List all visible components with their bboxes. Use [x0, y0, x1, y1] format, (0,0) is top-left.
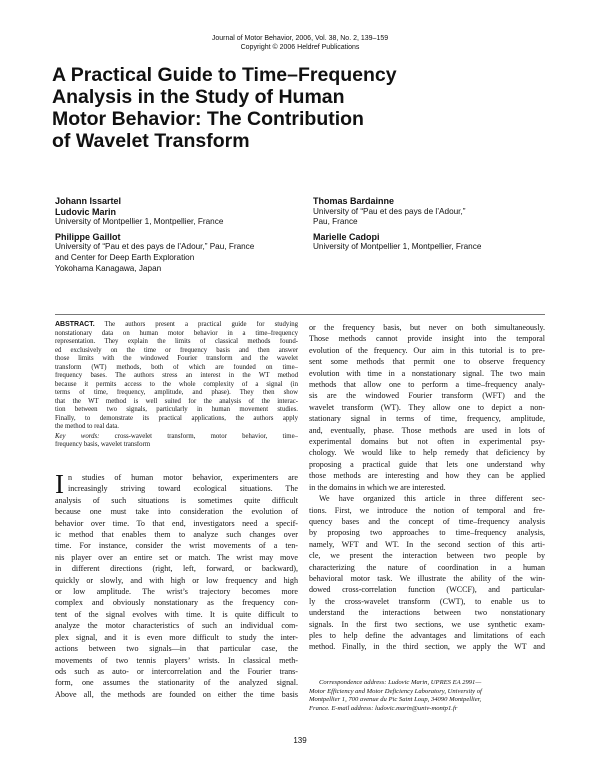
journal-header [180, 34, 420, 52]
body-line: quency bases and the concept of time–frequency analysis [309, 516, 545, 526]
author-affiliation: Pau, France [313, 217, 358, 227]
body-line: or low amplitude. The wrist’s trajectory becomes more [55, 587, 298, 597]
body-column-right [309, 322, 545, 653]
body-line: chology. We would like to help remedy that deficiency by [309, 448, 545, 458]
body-line: increasingly striving toward ecological situations. The [68, 484, 298, 494]
body-line: by proposing two approaches to time–frequency analysis, [309, 528, 545, 538]
section-divider [55, 314, 545, 315]
body-line: movements of two tennis players’ wrists. In classical meth- [55, 655, 298, 665]
body-line: behavioral motor task. We illustrate the ability of the win- [309, 573, 545, 583]
author-block-left [55, 196, 305, 274]
drop-cap: I [55, 469, 64, 499]
body-line: evolution of the frequency. Our aim in this tutorial is to pre- [309, 345, 545, 355]
abstract [55, 321, 298, 450]
author-affiliation: University of “Pau et des pays de l’Adour,” Pau, France [55, 242, 255, 252]
body-line: analyze the motor characteristics of such an individual com- [55, 621, 298, 631]
abstract-line: ed exclusively on the time or frequency basis and then answer [55, 346, 298, 354]
body-line: tions. First, we introduce the notion of temporal and fre- [309, 505, 545, 515]
body-line: those methods are interesting and how they can be applied [309, 471, 545, 481]
body-line: quickly or slowly, and with high or low frequency and high [55, 575, 298, 585]
body-line: because one must take into consideration the evolution of [55, 507, 298, 517]
title-line: Analysis in the Study of Human [52, 86, 345, 108]
body-line: behavior over time. To that end, investigators need a specif- [55, 518, 298, 528]
author-block-right [313, 196, 553, 253]
journal-citation: Journal of Motor Behavior, 2006, Vol. 38, No. 2, 139–159 [211, 35, 389, 42]
correspondence-line: Motor Efficiency and Motor Deficiency Laboratory, University of [309, 687, 482, 695]
body-line: evolution with time in a nonstationary signal. The two main [309, 368, 545, 378]
body-line: cle, we present the interaction between two people by [309, 551, 545, 561]
body-line: method. Finally, in the third section, we apply the WT and [309, 642, 545, 652]
body-line: n studies of human motor behavior, experimenters are [68, 473, 298, 482]
body-line: sent some methods that permit one to observe frequency [309, 357, 545, 367]
abstract-line: because it permits access to the whole complexity of a signal (in [55, 380, 298, 388]
correspondence-line: Montpellier 1, 700 avenue du Pic Saint Loup, 34090 Montpellier, [309, 696, 482, 704]
body-line: time. For instance, consider the wrist movements of a ten- [55, 541, 298, 551]
title-line: Motor Behavior: The Contribution [52, 108, 364, 130]
body-line: actions between two signals—in that particular case, the [55, 644, 298, 654]
author-affiliation: and Center for Deep Earth Exploration [55, 252, 195, 262]
journal-copyright: Copyright © 2006 Heldref Publications [240, 44, 360, 51]
body-line: We have organized this article in three different sec- [319, 494, 545, 504]
author-affiliation: University of Montpellier 1, Montpellier, France [55, 217, 224, 227]
body-line: ic method that enables them to analyze such changes over [55, 530, 298, 540]
abstract-line: those limits with the windowed Fourier transform and the wavelet [55, 355, 298, 362]
correspondence-line: Correspondence address: Ludovic Marin, UPRES EA 2991— [319, 679, 482, 686]
author-name: Philippe Gaillot [55, 231, 121, 242]
correspondence-line: France. E-mail address: ludovic.marin@univ-montp1.fr [309, 704, 458, 712]
body-line: experimental domains but not often in experimental psy- [309, 437, 545, 447]
body-line: signals. In the first two sections, we use synthetic exam- [309, 619, 545, 629]
body-line: nis player over an entire set or match. The wrist may move [55, 552, 298, 562]
author-name: Marielle Cadopi [313, 231, 380, 242]
body-line: sis are the windowed Fourier transform (WFT) and the [309, 391, 545, 401]
abstract-line: transform (WT) methods, both of which are founded on time– [55, 363, 298, 371]
body-line: analysis of such situations is sometimes quite difficult [55, 495, 298, 505]
author-affiliation: University of Montpellier 1, Montpellier, France [313, 242, 482, 252]
body-line: ly the cross-wavelet transform (CWT), to enable us to [309, 596, 545, 606]
body-line: plex signal, and it is even more difficult to study the inter- [55, 632, 298, 642]
body-line: ples to help define the advantages and limitations of each [309, 630, 545, 640]
body-line: in the domains in which we are interested. [309, 482, 446, 492]
body-column-left [55, 469, 298, 700]
keywords-line: frequency basis, wavelet transform [55, 441, 151, 448]
body-line: or the frequency basis, but never on both simultaneously. [309, 323, 545, 332]
body-line: characterizing the nature of coordination in a human [309, 562, 545, 572]
body-line: form, one assumes the stationarity of the analyzed signal. [55, 678, 298, 688]
body-line: Those methods cannot provide insight into the temporal [309, 334, 545, 344]
abstract-label: ABSTRACT. [55, 321, 95, 328]
body-line: namely, WFT and WT. In the second section of this arti- [309, 539, 545, 549]
abstract-line: the method to real data. [55, 423, 119, 430]
body-line: complex and obviously nonstationary as the frequency con- [55, 598, 298, 608]
body-line: proposing a practical guide that lets one understand why [309, 459, 545, 469]
keywords-line: cross-wavelet transform, motor behavior, time– [114, 432, 298, 440]
abstract-line: terms of time, frequency, amplitude, and phase). They then show [55, 389, 298, 396]
title-line: A Practical Guide to Time–Frequency [52, 64, 397, 86]
body-line: tent of the signal evolves with time. It is quite difficult to [55, 609, 298, 619]
body-line: understand the interactions between two nonstationary [309, 608, 545, 618]
author-name: Johann Issartel [55, 196, 122, 206]
keywords-label: Key words: [55, 432, 100, 440]
abstract-line: The authors present a practical guide for studying [104, 321, 298, 328]
author-affiliation: Yokohama Kanagawa, Japan [55, 263, 162, 273]
author-name: Thomas Bardainne [313, 196, 395, 206]
abstract-line: representation. They explain the limits of classical methods found- [55, 338, 298, 345]
body-line: ods such as auto- or intercorrelation and the Fourier trans- [55, 666, 298, 676]
body-line: methods that allow one to perform a time–frequency analy- [309, 380, 545, 390]
body-line: dowed cross-correlation function (WCCF), and particular- [309, 585, 545, 595]
article-title [52, 64, 472, 152]
author-name: Ludovic Marin [55, 206, 117, 217]
abstract-line: Finally, to demonstrate its practical applications, the authors apply [55, 414, 298, 422]
page-number: 139 [293, 736, 307, 745]
title-line: of Wavelet Transform [52, 130, 250, 152]
body-line: stationary signal in terms of time, frequency, amplitude, [309, 414, 545, 424]
body-line: in different directions (right, left, forward, or backward), [55, 564, 298, 574]
abstract-line: tion between two signals, particularly in human movement studies. [55, 406, 298, 413]
author-affiliation: University of “Pau et des pays de l’Adour,” [313, 206, 466, 216]
body-line: wavelet transform (WT). They allow one to depict a non- [309, 402, 545, 412]
correspondence-footnote [309, 679, 545, 713]
abstract-line: nonstationary data on human motor behavior in a time–frequency [55, 329, 298, 337]
body-line: and, eventually, phase. Those methods are used in lots of [309, 425, 545, 435]
body-line: Above all, the methods are founded on either the time basis [55, 689, 298, 699]
abstract-line: frequency bases. The authors stress an interest in the WT method [55, 372, 298, 379]
abstract-line: that the WT method is well suited for the analysis of the interac- [55, 397, 298, 405]
